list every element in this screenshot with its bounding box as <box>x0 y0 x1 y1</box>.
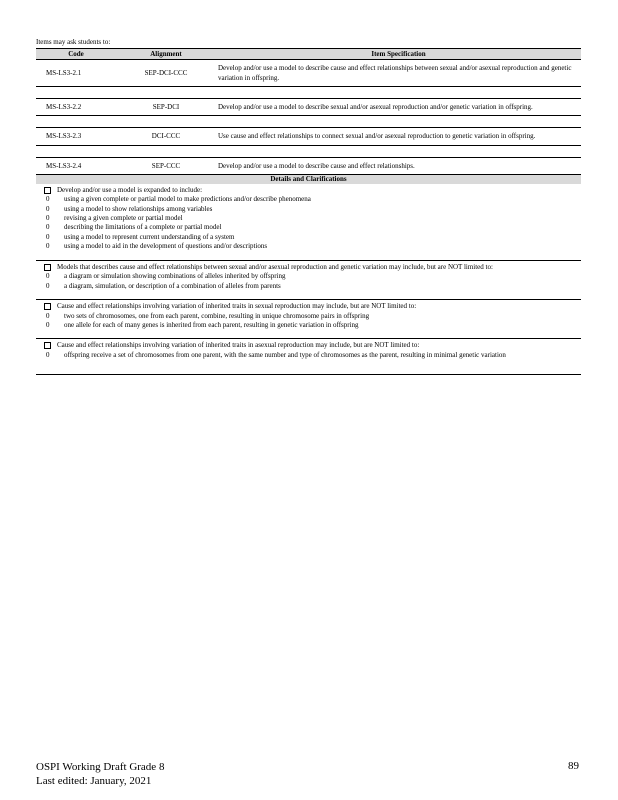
table-row <box>36 99 581 116</box>
bullet-icon: 0 <box>46 214 50 223</box>
list-item: using a model to show relationships among variables <box>64 204 213 213</box>
list-item: revising a given complete or partial model <box>64 214 183 223</box>
checkbox-bullet-icon <box>44 303 51 310</box>
list-item: a diagram, simulation, or description of a combination of alleles from parents <box>64 281 281 290</box>
row-alignment: SEP-CCC <box>116 157 216 174</box>
bullet-icon: 0 <box>46 204 50 213</box>
row-alignment: SEP-DCI-CCC <box>116 60 216 87</box>
bullet-icon: 0 <box>46 242 50 251</box>
bullet-icon: 0 <box>46 350 50 359</box>
header-alignment: Alignment <box>116 49 216 60</box>
detail-block <box>36 300 581 339</box>
row-spec: Develop and/or use a model to describe cause and effect relationships. <box>216 157 581 174</box>
list-item: a diagram or simulation showing combinations of alleles inherited by offspring <box>64 272 286 281</box>
detail-heading: Cause and effect relationships involving variation of inherited traits in sexual reproduction may include, but are NOT limited to: <box>57 302 417 311</box>
detail-block <box>36 261 581 300</box>
row-spec: Develop and/or use a model to describe sexual and/or asexual reproduction and/or genetic variation in offspring. <box>216 99 581 116</box>
row-code: MS-LS3-2.3 <box>36 128 116 145</box>
row-spec: Develop and/or use a model to describe cause and effect relationships between sexual and/or asexual reproduction and genetic variation in offspring. <box>216 60 581 87</box>
header-item-specification: Item Specification <box>216 49 581 60</box>
intro-text: Items may ask students to: <box>36 38 111 46</box>
list-item: using a model to aid in the development of questions and/or descriptions <box>64 242 268 251</box>
table-header-row <box>36 49 581 60</box>
table-row <box>36 157 581 174</box>
bullet-icon: 0 <box>46 311 50 320</box>
detail-block <box>36 184 581 261</box>
bullet-icon: 0 <box>46 195 50 204</box>
details-section <box>36 184 581 376</box>
item-spec-table <box>36 48 581 174</box>
header-code: Code <box>36 49 116 60</box>
detail-heading: Develop and/or use a model is expanded to include: <box>57 185 203 194</box>
footer-edited-date: Last edited: January, 2021 <box>36 775 152 788</box>
details-header: Details and Clarifications <box>36 174 581 184</box>
list-item: two sets of chromosomes, one from each parent, combine, resulting in unique chromosome pairs in offspring <box>64 311 370 320</box>
list-item: one allele for each of many genes is inherited from each parent, resulting in genetic variation in offspring <box>64 320 359 329</box>
row-code: MS-LS3-2.4 <box>36 157 116 174</box>
checkbox-bullet-icon <box>44 342 51 349</box>
bullet-icon: 0 <box>46 223 50 232</box>
row-alignment: SEP-DCI <box>116 99 216 116</box>
document-page <box>36 38 581 375</box>
list-item: using a model to represent current understanding of a system <box>64 232 235 241</box>
list-item: describing the limitations of a complete or partial model <box>64 223 222 232</box>
page-number: 89 <box>568 760 579 772</box>
bullet-icon: 0 <box>46 272 50 281</box>
footer-draft-label: OSPI Working Draft Grade 8 <box>36 761 165 773</box>
detail-heading: Models that describes cause and effect relationships between sexual and/or asexual reproduction and genetic variation may include, but are NOT limited to: <box>57 262 493 271</box>
list-item: using a given complete or partial model to make predictions and/or describe phenomena <box>64 195 311 204</box>
list-item: offspring receive a set of chromosomes from one parent, with the same number and type of chromosomes as the parent, resulting in minimal genetic variation <box>64 350 506 359</box>
checkbox-bullet-icon <box>44 264 51 271</box>
bullet-icon: 0 <box>46 232 50 241</box>
row-code: MS-LS3-2.1 <box>36 60 116 87</box>
row-code: MS-LS3-2.2 <box>36 99 116 116</box>
detail-heading: Cause and effect relationships involving variation of inherited traits in asexual reproduction may include, but are NOT limited to: <box>57 341 420 350</box>
row-alignment: DCI-CCC <box>116 128 216 145</box>
table-row <box>36 128 581 145</box>
bullet-icon: 0 <box>46 320 50 329</box>
row-spec: Use cause and effect relationships to connect sexual and/or asexual reproduction to genetic variation in offspring. <box>216 128 581 145</box>
page-footer <box>36 760 164 789</box>
bullet-icon: 0 <box>46 281 50 290</box>
checkbox-bullet-icon <box>44 187 51 194</box>
table-row <box>36 60 581 87</box>
detail-block <box>36 339 581 375</box>
